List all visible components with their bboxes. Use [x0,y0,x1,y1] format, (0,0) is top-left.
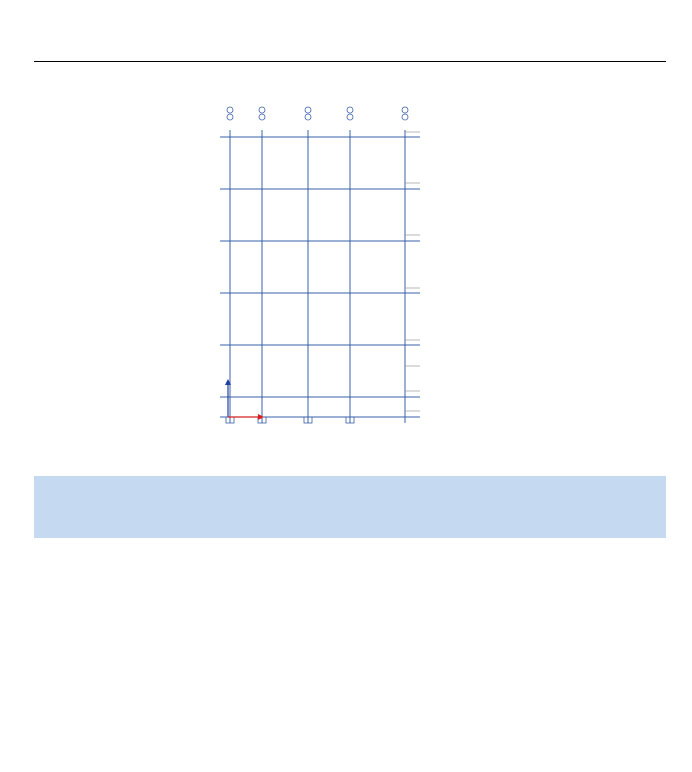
abbreviation-legend [34,61,666,64]
axis-triad-icon [225,379,264,420]
table-header [34,476,666,538]
grid-elevation-figure [220,105,520,427]
